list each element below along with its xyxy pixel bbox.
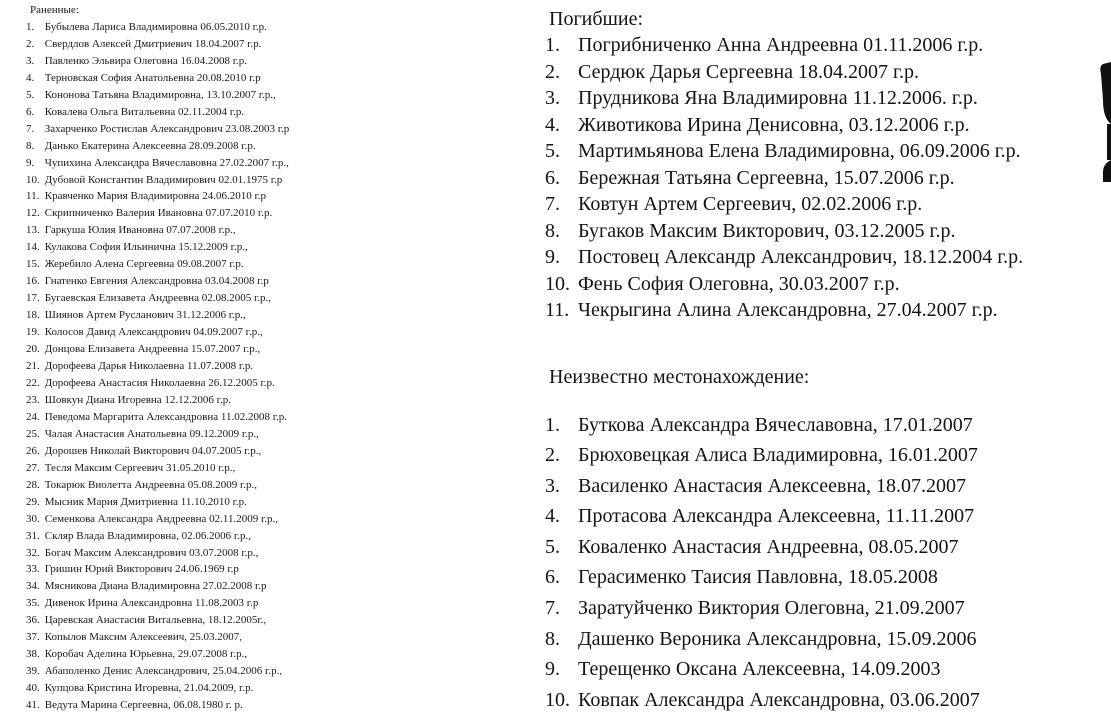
wounded-item-text: Семенкова Александра Андреевна 02.11.2009 г.р., [44, 512, 278, 525]
wounded-item-number: 13. [26, 224, 40, 237]
wounded-item-number: 31. [26, 529, 40, 542]
killed-item-text: Бугаков Максим Викторович, 03.12.2005 г.р. [578, 219, 956, 242]
wounded-item-number: 14. [26, 241, 40, 254]
right-column [545, 6, 1105, 715]
wounded-item-number: 10. [26, 173, 40, 186]
wounded-item [26, 663, 506, 680]
killed-item-text: Мартимьянова Елена Владимировна, 06.09.2006 г.р. [578, 140, 1021, 162]
wounded-item-number: 11. [26, 190, 40, 203]
wounded-item-text: Царевская Анастасия Витальевна, 18.12.2005г., [44, 614, 267, 627]
missing-item-text: Протасова Александра Алексеевна, 11.11.2007 [578, 505, 975, 528]
wounded-item [26, 409, 506, 426]
wounded-item-text: Павленко Эльвира Олеговна 16.04.2008 г.р. [44, 54, 248, 67]
killed-item-text: Чекрыгина Алина Александровна, 27.04.2007 г.р. [578, 299, 998, 321]
wounded-item-number: 40. [26, 682, 40, 695]
wounded-item-text: Богач Максим Александрович 03.07.2008 г.р., [44, 546, 259, 559]
wounded-item-text: Тесля Максим Сергеевич 31.05.2010 г.р., [44, 461, 236, 474]
killed-item-number: 4. [545, 113, 560, 136]
missing-item [545, 410, 1105, 441]
wounded-item [26, 70, 506, 87]
wounded-item [26, 358, 506, 375]
wounded-item-text: Гнатенко Евгения Александровна 03.04.2008 г.р [44, 275, 269, 288]
missing-list [545, 410, 1105, 716]
wounded-item-number: 25. [26, 427, 40, 440]
wounded-item-text: Копылов Максим Алексеевич, 25.03.2007, [44, 631, 242, 644]
wounded-item [26, 138, 506, 155]
wounded-item [26, 155, 506, 172]
missing-item-text: Коваленко Анастасия Андреевна, 08.05.2007 [578, 535, 959, 558]
wounded-item-text: Дорофеева Дарья Николаевна 11.07.2008 г.р. [44, 360, 254, 373]
wounded-item [26, 53, 506, 70]
killed-item [545, 244, 1105, 271]
wounded-item-number: 39. [26, 665, 40, 678]
wounded-item [26, 205, 506, 222]
wounded-item [26, 273, 506, 290]
wounded-item-number: 18. [26, 309, 40, 322]
wounded-item-text: Скрипниченко Валерия Ивановна 07.07.2010 г.р. [44, 207, 273, 220]
wounded-item-number: 33. [26, 563, 40, 576]
missing-item-text: Герасименко Таисия Павловна, 18.05.2008 [578, 566, 938, 589]
killed-section [545, 6, 1105, 324]
missing-item-text: Буткова Александра Вячеславовна, 17.01.2007 [578, 413, 973, 436]
missing-item [545, 624, 1105, 655]
missing-item-text: Терещенко Оксана Алексеевна, 14.09.2003 [578, 658, 941, 681]
missing-item-number: 8. [545, 627, 560, 650]
wounded-item-number: 5. [26, 88, 35, 101]
wounded-item-text: Шовкун Диана Игоревна 12.12.2006 г.р. [44, 393, 231, 406]
wounded-item [26, 578, 506, 595]
wounded-item [26, 188, 506, 205]
wounded-item-text: Абаполенко Денис Александрович, 25.04.2006 г.р., [44, 665, 283, 678]
wounded-item [26, 290, 506, 307]
killed-item-number: 5. [545, 140, 560, 162]
wounded-item [26, 426, 506, 443]
wounded-item [26, 222, 506, 239]
killed-item-number: 10. [545, 272, 570, 295]
wounded-section [26, 2, 506, 714]
wounded-item-text: Данько Екатерина Алексеевна 28.09.2008 г.р. [44, 139, 256, 152]
wounded-item [26, 477, 506, 494]
killed-item [545, 218, 1105, 245]
wounded-item-text: Дубовой Константин Владимирович 02.01.1975 г.р [44, 173, 283, 186]
killed-item [545, 191, 1105, 218]
wounded-item-text: Донцова Елизавета Андреевна 15.07.2007 г.р., [44, 343, 261, 356]
wounded-item-text: Шиянов Артем Русланович 31.12.2006 г.р., [44, 309, 246, 322]
wounded-list [26, 19, 506, 714]
killed-item [545, 165, 1105, 192]
wounded-item-number: 7. [26, 122, 35, 135]
wounded-item-text: Жеребило Алена Сергеевна 09.08.2007 г.р. [44, 258, 244, 271]
wounded-item [26, 697, 506, 714]
wounded-item-text: Гаркуша Юлия Ивановна 07.07.2008 г.р., [44, 224, 236, 237]
killed-item [545, 112, 1105, 139]
wounded-item [26, 36, 506, 53]
wounded-item-number: 28. [26, 478, 40, 491]
killed-item-number: 3. [545, 87, 560, 109]
wounded-item-text: Бубылева Лариса Владимировна 06.05.2010 г.р. [44, 20, 267, 33]
wounded-item [26, 341, 506, 358]
wounded-item-text: Певедома Маргарита Александровна 11.02.2008 г.р. [44, 410, 287, 423]
missing-item [545, 471, 1105, 502]
wounded-item [26, 87, 506, 104]
wounded-item-number: 3. [26, 54, 35, 67]
missing-item [545, 593, 1105, 624]
wounded-item [26, 256, 506, 273]
missing-heading: Неизвестно местонахождение: [549, 365, 810, 388]
missing-item-number: 5. [545, 535, 560, 558]
wounded-item-text: Ковалева Ольга Витальевна 02.11.2004 г.р. [44, 105, 245, 118]
killed-item [545, 32, 1105, 59]
missing-item-text: Ковпак Александра Александровна, 03.06.2007 [578, 688, 980, 711]
killed-heading: Погибшие: [549, 8, 644, 30]
missing-item [545, 440, 1105, 471]
wounded-item [26, 19, 506, 36]
wounded-item-number: 30. [26, 512, 40, 525]
killed-item-number: 6. [545, 166, 560, 189]
missing-item [545, 562, 1105, 593]
missing-item [545, 654, 1105, 685]
missing-item-number: 1. [545, 413, 560, 436]
wounded-item [26, 646, 506, 663]
wounded-item-text: Скляр Влада Владимировна, 02.06.2006 г.р., [44, 529, 251, 542]
killed-item-text: Постовец Александр Александрович, 18.12.2004 г.р. [578, 246, 1024, 268]
wounded-item-number: 15. [26, 258, 40, 271]
killed-item-text: Животикова Ирина Денисовна, 03.12.2006 г.р. [578, 113, 970, 136]
wounded-item-text: Терновская София Анатольевна 20.08.2010 г.р [44, 71, 261, 84]
wounded-item [26, 595, 506, 612]
missing-item-number: 4. [545, 505, 560, 528]
wounded-item-text: Коробач Аделина Юрьевна, 29.07.2008 г.р., [44, 648, 248, 661]
wounded-item [26, 443, 506, 460]
killed-item-text: Бережная Татьяна Сергеевна, 15.07.2006 г.р. [578, 166, 955, 189]
wounded-item-number: 2. [26, 37, 35, 50]
wounded-item-number: 22. [26, 376, 40, 389]
killed-item-text: Ковтун Артем Сергеевич, 02.02.2006 г.р. [578, 193, 923, 215]
wounded-item-number: 17. [26, 292, 40, 305]
killed-item-text: Погрибниченко Анна Андреевна 01.11.2006 г.р. [578, 34, 984, 56]
killed-item-number: 7. [545, 193, 560, 215]
wounded-item [26, 375, 506, 392]
wounded-item [26, 680, 506, 697]
wounded-item-number: 20. [26, 343, 40, 356]
wounded-item-text: Чалая Анастасия Анатольевна 09.12.2009 г.р., [44, 427, 259, 440]
wounded-item [26, 629, 506, 646]
wounded-item [26, 172, 506, 189]
wounded-item [26, 121, 506, 138]
wounded-item-text: Дивенок Ирина Александровна 11.08.2003 г.р [44, 597, 259, 610]
wounded-item-number: 32. [26, 546, 40, 559]
missing-item-number: 10. [545, 688, 570, 711]
wounded-item-number: 9. [26, 156, 35, 169]
wounded-item-text: Свердлов Алексей Дмитриевич 18.04.2007 г.р. [44, 37, 262, 50]
wounded-item [26, 392, 506, 409]
wounded-item-text: Кононова Татьяна Владимировна, 13.10.2007 г.р., [44, 88, 276, 101]
wounded-item-number: 12. [26, 207, 40, 220]
missing-item-number: 2. [545, 444, 560, 467]
wounded-item [26, 324, 506, 341]
killed-item-number: 8. [545, 219, 560, 242]
wounded-item-number: 4. [26, 71, 35, 84]
wounded-item-number: 1. [26, 20, 35, 33]
wounded-item-number: 6. [26, 105, 35, 118]
wounded-item [26, 528, 506, 545]
wounded-item-number: 24. [26, 410, 40, 423]
wounded-item-text: Ведута Марина Сергеевна, 06.08.1980 г. р. [44, 699, 243, 712]
missing-item [545, 501, 1105, 532]
wounded-item [26, 511, 506, 528]
wounded-item-number: 8. [26, 139, 35, 152]
wounded-item [26, 612, 506, 629]
wounded-item-text: Купцова Кристина Игоревна, 21.04.2009, г.р. [44, 682, 254, 695]
wounded-item-number: 16. [26, 275, 40, 288]
wounded-item-number: 19. [26, 326, 40, 339]
missing-item-text: Дашенко Вероника Александровна, 15.09.2006 [578, 627, 977, 650]
wounded-item-number: 27. [26, 461, 40, 474]
wounded-item-number: 36. [26, 614, 40, 627]
killed-item-number: 1. [545, 34, 560, 56]
missing-item [545, 685, 1105, 716]
killed-item [545, 59, 1105, 86]
missing-item-number: 3. [545, 474, 560, 497]
wounded-item [26, 561, 506, 578]
killed-item-number: 2. [545, 60, 560, 83]
wounded-item-text: Дорофеева Анастасия Николаевна 26.12.2005 г.р. [44, 376, 275, 389]
wounded-item-number: 41. [26, 699, 40, 712]
wounded-item-text: Мысник Мария Дмитриевна 11.10.2010 г.р. [44, 495, 247, 508]
wounded-item [26, 494, 506, 511]
wounded-item-number: 34. [26, 580, 40, 593]
wounded-item-number: 35. [26, 597, 40, 610]
missing-item-text: Брюховецкая Алиса Владимировна, 16.01.2007 [578, 444, 978, 467]
wounded-item-number: 29. [26, 495, 40, 508]
killed-item [545, 85, 1105, 112]
killed-item-text: Фень София Олеговна, 30.03.2007 г.р. [578, 272, 900, 295]
killed-item-text: Сердюк Дарья Сергеевна 18.04.2007 г.р. [578, 60, 919, 83]
missing-item-number: 9. [545, 658, 560, 681]
killed-item-number: 9. [545, 246, 560, 268]
wounded-item [26, 545, 506, 562]
missing-section [545, 364, 1105, 716]
killed-item-number: 11. [545, 299, 570, 321]
killed-list [545, 32, 1105, 324]
wounded-item [26, 460, 506, 477]
missing-item [545, 532, 1105, 563]
wounded-item-number: 38. [26, 648, 40, 661]
wounded-item-text: Кравченко Мария Владимировна 24.06.2010 г.р [44, 190, 266, 203]
missing-item-text: Заратуйченко Виктория Олеговна, 21.09.2007 [578, 597, 965, 620]
wounded-item [26, 307, 506, 324]
killed-item [545, 271, 1105, 298]
wounded-item-text: Токарюк Виолетта Андреевна 05.08.2009 г.р., [44, 478, 258, 491]
cropped-figure-edge [1097, 60, 1111, 182]
wounded-item-text: Чупихина Александра Вячеславовна 27.02.2007 г.р., [44, 156, 289, 169]
wounded-item-text: Кулакова София Ильинична 15.12.2009 г.р., [44, 241, 248, 254]
wounded-item-text: Дорошев Николай Викторович 04.07.2005 г.р., [44, 444, 262, 457]
killed-item [545, 297, 1105, 324]
wounded-item-number: 37. [26, 631, 40, 644]
missing-item-number: 6. [545, 566, 560, 589]
wounded-item-text: Захарченко Ростислав Александрович 23.08.2003 г.р [44, 122, 290, 135]
killed-item [545, 138, 1105, 165]
wounded-item-text: Колосов Давид Александрович 04.09.2007 г.р., [44, 326, 263, 339]
missing-item-number: 7. [545, 597, 560, 620]
wounded-heading: Раненные: [30, 4, 79, 16]
wounded-item-text: Бугаевская Елизавета Андреевна 02.08.2005 г.р., [44, 292, 272, 305]
wounded-item-number: 23. [26, 393, 40, 406]
missing-item-text: Василенко Анастасия Алексеевна, 18.07.2007 [578, 474, 967, 497]
wounded-item-number: 21. [26, 360, 40, 373]
wounded-item-text: Гришин Юрий Викторович 24.06.1969 г.р [44, 563, 239, 576]
wounded-item-text: Мясникова Диана Владимировна 27.02.2008 г.р [44, 580, 267, 593]
wounded-item [26, 239, 506, 256]
wounded-item [26, 104, 506, 121]
killed-item-text: Прудникова Яна Владимировна 11.12.2006. г.р. [578, 87, 978, 109]
wounded-item-number: 26. [26, 444, 40, 457]
